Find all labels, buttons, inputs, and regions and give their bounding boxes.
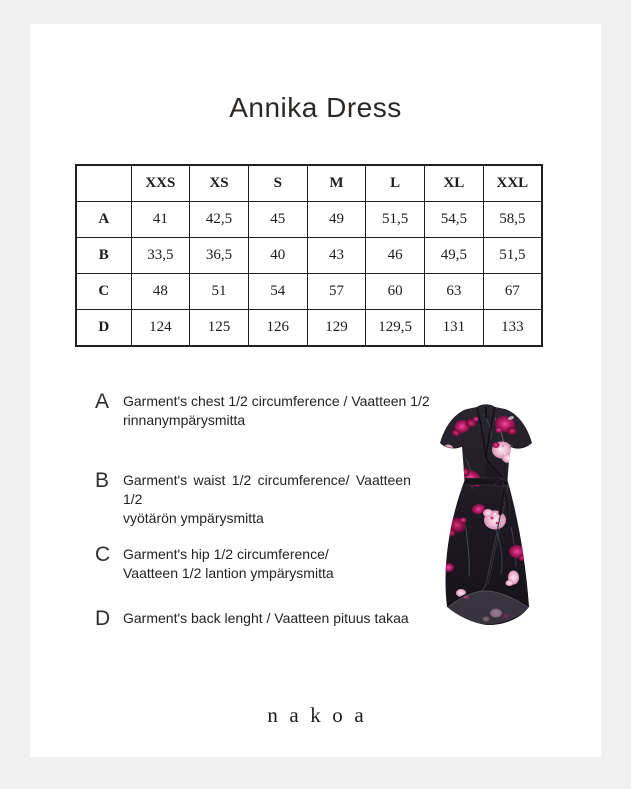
legend-item-d [95,608,440,630]
legend-text-line: vyötärön ympärysmitta [123,510,264,526]
legend-text [123,391,433,430]
column-header: L [366,165,425,202]
size-value: 36,5 [190,238,249,274]
size-value: 129 [307,310,366,347]
size-value: 131 [425,310,484,347]
column-header: S [248,165,307,202]
size-value: 43 [307,238,366,274]
legend-text-line: Garment's hip 1/2 circumference/ [123,546,329,562]
legend-key: C [95,543,111,566]
size-value: 49 [307,202,366,238]
legend-text [123,608,433,628]
table-row [76,274,542,310]
row-label: D [76,310,131,347]
column-header: XS [190,165,249,202]
legend-item-b [95,470,440,528]
product-image [436,398,536,630]
legend-text-line: Vaatteen 1/2 lantion ympärysmitta [123,565,334,581]
size-value: 129,5 [366,310,425,347]
size-value: 63 [425,274,484,310]
legend-item-a [95,391,440,430]
column-header: XXL [483,165,542,202]
size-value: 57 [307,274,366,310]
column-header: M [307,165,366,202]
row-label: C [76,274,131,310]
size-value: 60 [366,274,425,310]
dress-illustration [436,398,536,630]
column-header [76,165,131,202]
size-value: 48 [131,274,190,310]
size-table [75,164,543,347]
brand-logo: nakoa [267,703,376,727]
column-header: XXS [131,165,190,202]
legend-text-line: rinnanympärysmitta [123,412,246,428]
table-row [76,202,542,238]
table-header-row [76,165,542,202]
size-value: 46 [366,238,425,274]
size-guide-card [30,24,601,757]
row-label: B [76,238,131,274]
size-value: 133 [483,310,542,347]
legend-text-line: Garment's back lenght / Vaatteen pituus takaa [123,610,409,626]
size-value: 126 [248,310,307,347]
size-value: 49,5 [425,238,484,274]
size-value: 51,5 [483,238,542,274]
legend-text [123,544,433,583]
legend-item-c [95,544,440,583]
size-value: 54,5 [425,202,484,238]
size-value: 51 [190,274,249,310]
size-value: 54 [248,274,307,310]
size-value: 51,5 [366,202,425,238]
table-row [76,310,542,347]
size-value: 67 [483,274,542,310]
size-value: 58,5 [483,202,542,238]
size-value: 40 [248,238,307,274]
legend-text-line: Garment's chest 1/2 circumference / Vaatteen 1/2 [123,393,430,409]
table-row [76,238,542,274]
column-header: XL [425,165,484,202]
size-value: 125 [190,310,249,347]
size-value: 45 [248,202,307,238]
row-label: A [76,202,131,238]
size-value: 124 [131,310,190,347]
size-value: 41 [131,202,190,238]
size-value: 33,5 [131,238,190,274]
page-title: Annika Dress [229,92,402,123]
legend-key: D [95,607,111,630]
legend-text [123,470,433,528]
legend-key: B [95,469,110,492]
legend-text-line: Garment's waist 1/2 circumference/ Vaatteen 1/2 [123,472,411,507]
size-value: 42,5 [190,202,249,238]
legend-key: A [95,390,110,413]
